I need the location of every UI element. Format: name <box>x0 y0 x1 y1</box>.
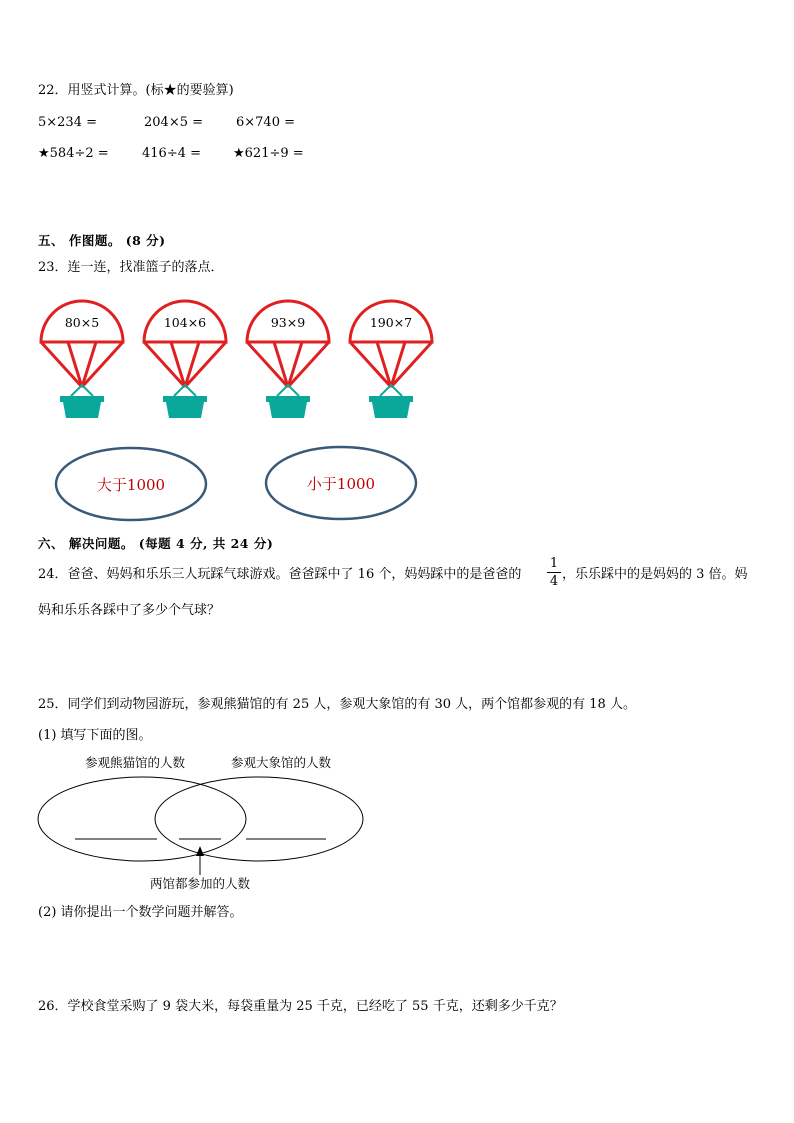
parachute-label: 93×9 <box>270 315 306 330</box>
oval-greater[interactable] <box>56 448 206 520</box>
q24-line1-a: 24．爸爸、妈妈和乐乐三人玩踩气球游戏。爸爸踩中了 16 个，妈妈踩中的是爸爸的 <box>38 567 522 582</box>
basket-rim <box>60 396 104 402</box>
q22-expr-1: 5×234 = <box>38 115 98 130</box>
parachute-4[interactable] <box>350 301 432 418</box>
pointer-arrowhead <box>196 846 204 856</box>
q22-expr-2: 204×5 = <box>144 115 204 130</box>
oval-greater-label: 大于1000 <box>96 476 166 494</box>
fraction-denominator: 4 <box>549 574 559 589</box>
venn-diagram <box>0 750 400 900</box>
venn-label-left: 参观熊猫馆的人数 <box>84 755 186 770</box>
q22-expr-4: ★584÷2 = <box>38 146 109 161</box>
q23-title: 23．连一连，找准篮子的落点． <box>38 260 224 275</box>
q25-part2: (2) 请你提出一个数学问题并解答。 <box>38 905 243 920</box>
q22-expr-5: 416÷4 = <box>142 146 202 161</box>
basket-body <box>372 402 410 418</box>
basket-rim <box>266 396 310 402</box>
q23-figure <box>0 290 794 530</box>
basket-body <box>63 402 101 418</box>
q26-title: 26．学校食堂采购了 9 袋大米，每袋重量为 25 千克，已经吃了 55 千克，还剩多少千克？ <box>38 999 563 1014</box>
basket-body <box>166 402 204 418</box>
q24-fraction <box>547 556 561 589</box>
basket-rim <box>369 396 413 402</box>
parachute-1[interactable] <box>41 301 123 418</box>
q22-expr-6: ★621÷9 = <box>233 146 304 161</box>
oval-less-label: 小于1000 <box>306 475 376 493</box>
q22-title: 22．用竖式计算。(标★的要验算) <box>38 83 234 98</box>
venn-label-both: 两馆都参加的人数 <box>149 876 251 891</box>
parachute-label: 104×6 <box>163 315 207 330</box>
q25-title: 25．同学们到动物园游玩，参观熊猫馆的有 25 人，参观大象馆的有 30 人，两个馆都参观的有 18 人。 <box>38 697 636 712</box>
venn-label-right: 参观大象馆的人数 <box>230 755 332 770</box>
q24-line1-b: ，乐乐踩中的是妈妈的 3 倍。妈 <box>562 567 748 582</box>
parachute-3[interactable] <box>247 301 329 418</box>
venn-circle-panda <box>38 777 246 861</box>
fraction-bar <box>547 572 561 573</box>
q24-line2: 妈和乐乐各踩中了多少个气球？ <box>38 603 221 618</box>
q25-part1: (1) 填写下面的图。 <box>38 728 152 743</box>
venn-circle-elephant <box>155 777 363 861</box>
section-6-heading: 六、 解决问题。 (每题 4 分, 共 24 分) <box>38 536 274 551</box>
basket-body <box>269 402 307 418</box>
parachute-2[interactable] <box>144 301 226 418</box>
basket-rim <box>163 396 207 402</box>
q22-expr-3: 6×740 = <box>236 115 296 130</box>
fraction-numerator: 1 <box>549 556 559 571</box>
section-5-heading: 五、 作图题。 (8 分) <box>38 233 166 248</box>
parachute-label: 80×5 <box>64 315 100 330</box>
oval-less[interactable] <box>266 447 416 519</box>
parachute-label: 190×7 <box>369 315 413 330</box>
